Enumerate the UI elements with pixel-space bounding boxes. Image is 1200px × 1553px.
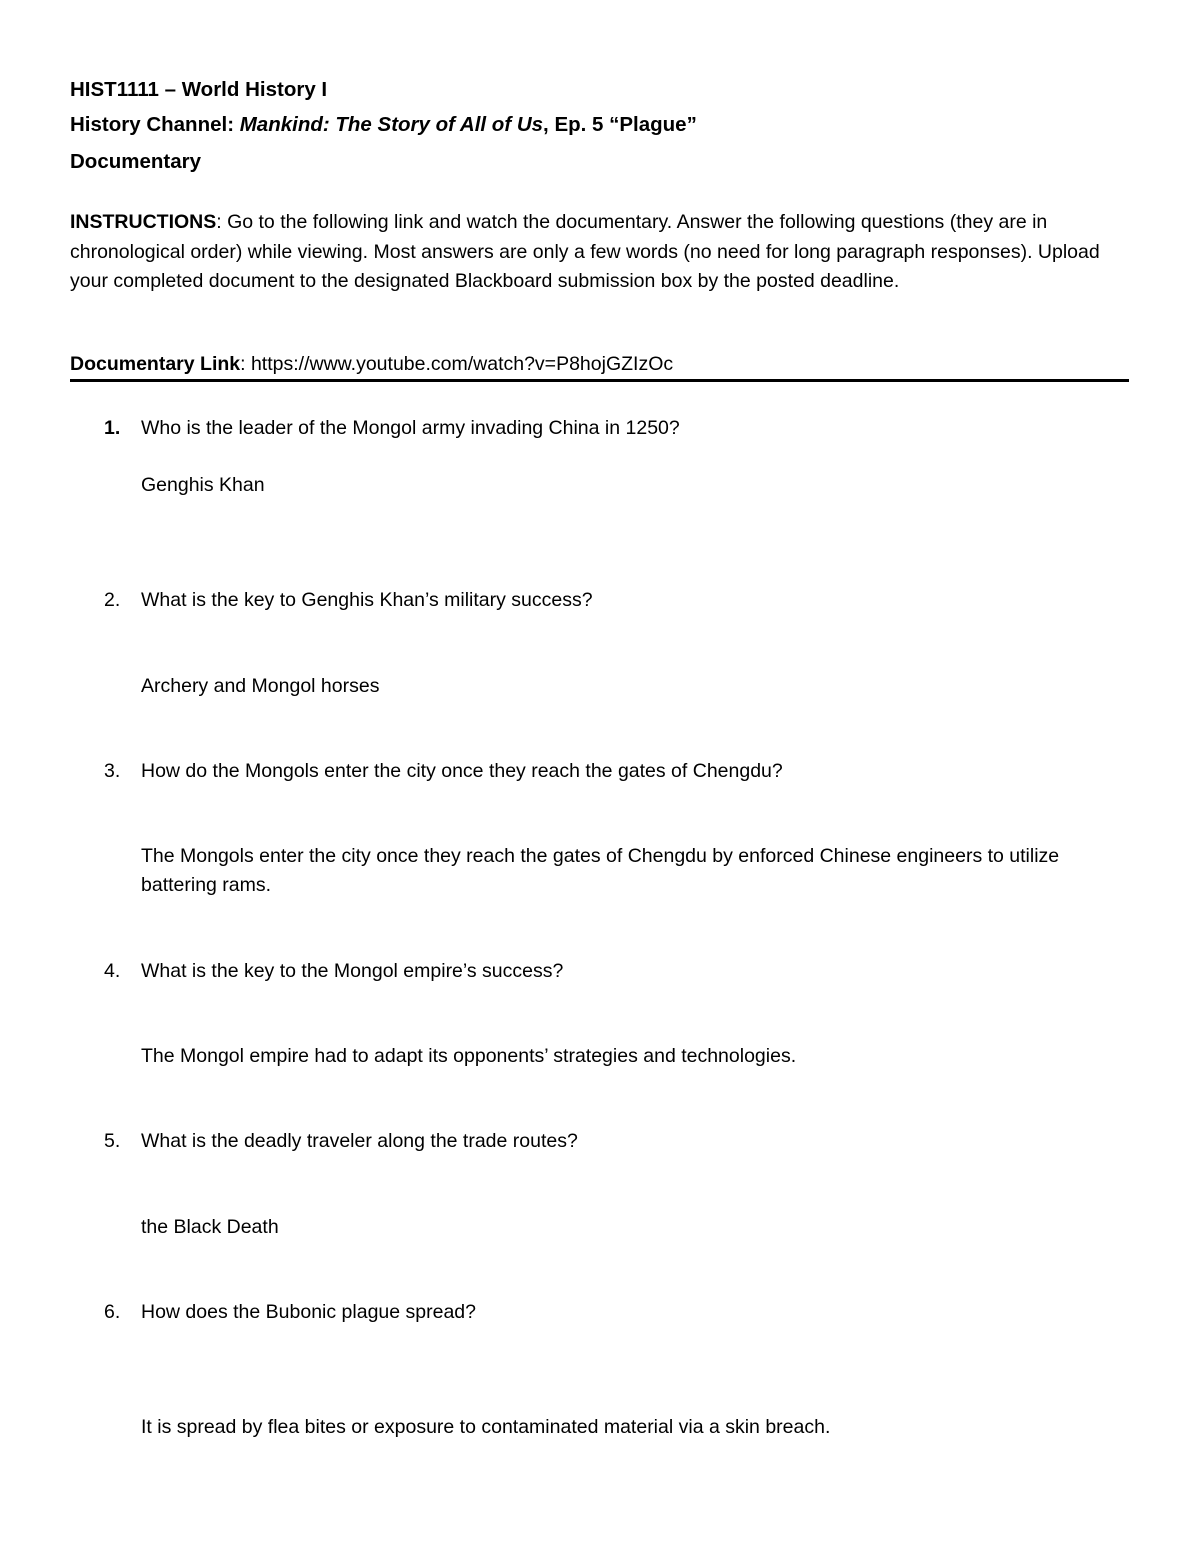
question-text: What is the key to Genghis Khan’s military success? bbox=[141, 589, 593, 611]
question-number: 3. bbox=[104, 760, 121, 782]
course-title-text: HIST1111 – World History I bbox=[70, 78, 328, 101]
documentary-link-line bbox=[70, 350, 673, 379]
course-title bbox=[70, 76, 327, 104]
question-number: 6. bbox=[104, 1301, 121, 1323]
documentary-link-colon: : bbox=[240, 353, 246, 375]
answer-3[interactable]: The Mongols enter the city once they reach the gates of Chengdu by enforced Chinese engineers to utilize battering rams. bbox=[141, 845, 1060, 896]
channel-prefix: History Channel: bbox=[70, 113, 240, 136]
answer-5[interactable]: the Black Death bbox=[141, 1216, 279, 1238]
question-text: Who is the leader of the Mongol army invading China in 1250? bbox=[141, 417, 680, 439]
instructions-label: INSTRUCTIONS bbox=[70, 211, 217, 233]
document-kind-text: Documentary bbox=[70, 150, 202, 173]
show-title: Mankind: The Story of All of Us bbox=[239, 113, 544, 136]
horizontal-divider bbox=[70, 379, 1129, 382]
question-text: How do the Mongols enter the city once they reach the gates of Chengdu? bbox=[141, 760, 783, 782]
instructions-text: : Go to the following link and watch the documentary. Answer the following questions (they are in chronological order) while viewing. Most answers are only a few words (no need for long paragraph responses). Upload your completed document to the designated Blackboard submission box by the posted deadline. bbox=[70, 211, 1100, 292]
question-text: What is the key to the Mongol empire’s success? bbox=[141, 960, 564, 982]
question-number: 2. bbox=[104, 589, 121, 611]
answer-2[interactable]: Archery and Mongol horses bbox=[141, 675, 380, 697]
question-text: How does the Bubonic plague spread? bbox=[141, 1301, 476, 1323]
question-number: 5. bbox=[104, 1130, 121, 1152]
question-number: 4. bbox=[104, 960, 121, 982]
question-text: What is the deadly traveler along the trade routes? bbox=[141, 1130, 578, 1152]
question-number: 1. bbox=[104, 417, 121, 439]
episode-label: , Ep. 5 “Plague” bbox=[543, 113, 697, 136]
answer-4[interactable]: The Mongol empire had to adapt its opponents’ strategies and technologies. bbox=[141, 1045, 797, 1067]
answer-1[interactable]: Genghis Khan bbox=[141, 474, 265, 496]
answer-6[interactable]: It is spread by flea bites or exposure to contaminated material via a skin breach. bbox=[141, 1416, 831, 1438]
document-kind bbox=[70, 148, 201, 176]
instructions-paragraph bbox=[70, 208, 1130, 297]
documentary-link-url[interactable]: https://www.youtube.com/watch?v=P8hojGZIzOc bbox=[245, 353, 674, 375]
documentary-title bbox=[70, 111, 697, 139]
documentary-link-label: Documentary Link bbox=[70, 353, 241, 375]
